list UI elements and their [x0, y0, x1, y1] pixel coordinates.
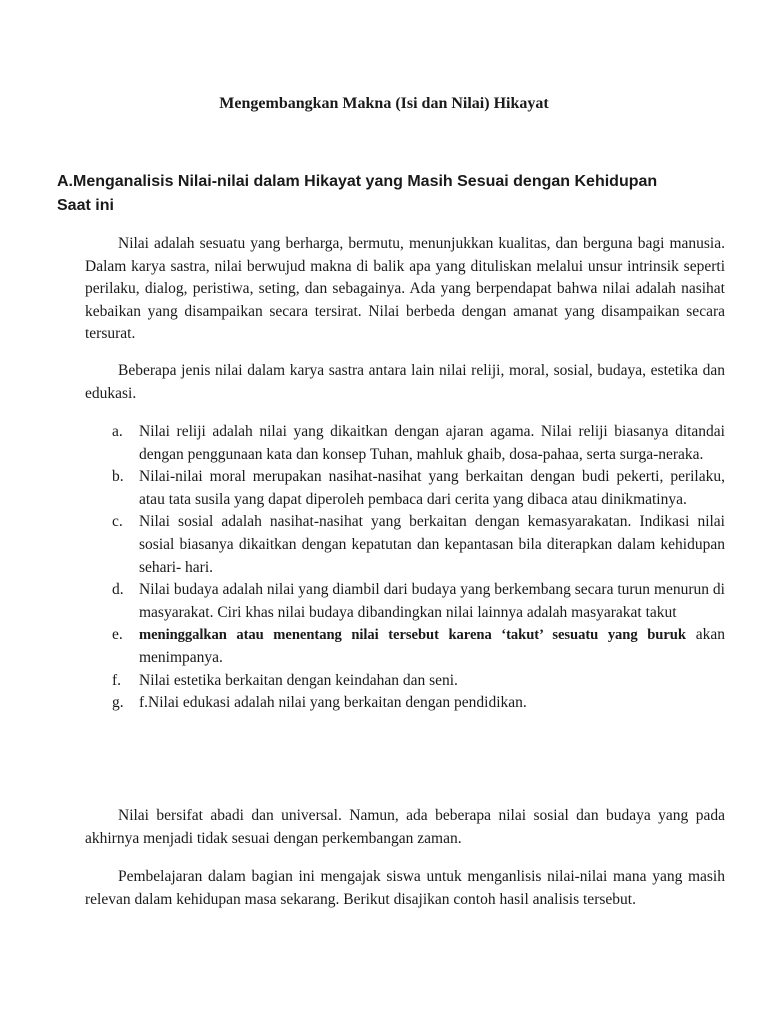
- section-heading-line-2: Saat ini: [57, 197, 114, 214]
- list-marker: f.: [112, 671, 122, 689]
- list-item-text: Nilai-nilai moral merupakan nasihat-nasihat yang berkaitan dengan budi pekerti, perilaku, atau tata susila yang dapat diperoleh pembaca dari cerita yang dibaca atau dinikmatinya.: [139, 468, 725, 508]
- list-item: [85, 466, 725, 511]
- paragraph-types-intro: Beberapa jenis nilai dalam karya sastra antara lain nilai reliji, moral, sosial, budaya, estetika dan edukasi.: [85, 362, 725, 402]
- list-marker: c.: [112, 513, 123, 531]
- paragraph-definition: Nilai adalah sesuatu yang berharga, bermutu, menunjukkan kualitas, dan berguna bagi manusia. Dalam karya sastra, nilai berwujud makna di balik apa yang dituliskan melalui unsur intrinsik seperti perilaku, dialog, peristiwa, seting, dan sebagainya. Ada yang berpendapat bahwa nilai adalah nasihat kebaikan yang disampaikan secara tersirat. Nilai berbeda dengan amanat yang disampaikan secara tersurat.: [85, 235, 725, 343]
- list-marker: a.: [112, 423, 123, 440]
- list-marker: g.: [112, 694, 124, 712]
- list-item-text: Nilai estetika berkaitan dengan keindahan dan seni.: [139, 671, 458, 689]
- list-item-text: Nilai reliji adalah nilai yang dikaitkan dengan ajaran agama. Nilai reliji biasanya ditandai dengan penggunaan kata dan konsep Tuhan, mahluk ghaib, dosa-pahaa, serta surga-neraka.: [139, 423, 725, 463]
- list-marker: d.: [112, 581, 124, 599]
- list-item: [85, 511, 725, 579]
- paragraph-universal-values: Nilai bersifat abadi dan universal. Namun, ada beberapa nilai sosial dan budaya yang pada akhirnya menjadi tidak sesuai dengan perkembangan zaman.: [85, 807, 725, 847]
- list-item-text-bold: meninggalkan atau menentang nilai tersebut karena ‘takut’ sesuatu yang buruk: [139, 627, 686, 644]
- list-item: [85, 421, 725, 466]
- page-title: Mengembangkan Makna (Isi dan Nilai) Hikayat: [219, 95, 549, 112]
- list-item-text: f.Nilai edukasi adalah nilai yang berkaitan dengan pendidikan.: [139, 694, 527, 712]
- list-item: [85, 579, 725, 624]
- paragraph-learning-goal: Pembelajaran dalam bagian ini mengajak siswa untuk menganlisis nilai-nilai mana yang masih relevan dalam kehidupan masa sekarang. Berikut disajikan contoh hasil analisis tersebut.: [85, 868, 725, 908]
- section-heading-line-1: A.Menganalisis Nilai-nilai dalam Hikayat yang Masih Sesuai dengan Kehidupan: [57, 173, 658, 190]
- list-item-text: Nilai budaya adalah nilai yang diambil dari budaya yang berkembang secara turun menurun di masyarakat. Ciri khas nilai budaya dibandingkan nilai lainnya adalah masyarakat takut: [139, 581, 725, 621]
- list-item: [85, 670, 725, 693]
- list-item-text: akan menimpanya.: [139, 626, 725, 666]
- section-heading: [57, 170, 717, 218]
- list-item: [85, 624, 725, 669]
- value-types-list: [85, 421, 725, 715]
- list-item-text: Nilai sosial adalah nasihat-nasihat yang berkaitan dengan kemasyarakatan. Indikasi nilai sosial biasanya dikaitkan dengan kepatutan dan kepantasan bila diterapkan dalam kehidupan sehari- hari.: [139, 513, 725, 576]
- list-marker: e.: [112, 626, 123, 644]
- list-item: [85, 692, 725, 715]
- list-marker: b.: [112, 468, 124, 486]
